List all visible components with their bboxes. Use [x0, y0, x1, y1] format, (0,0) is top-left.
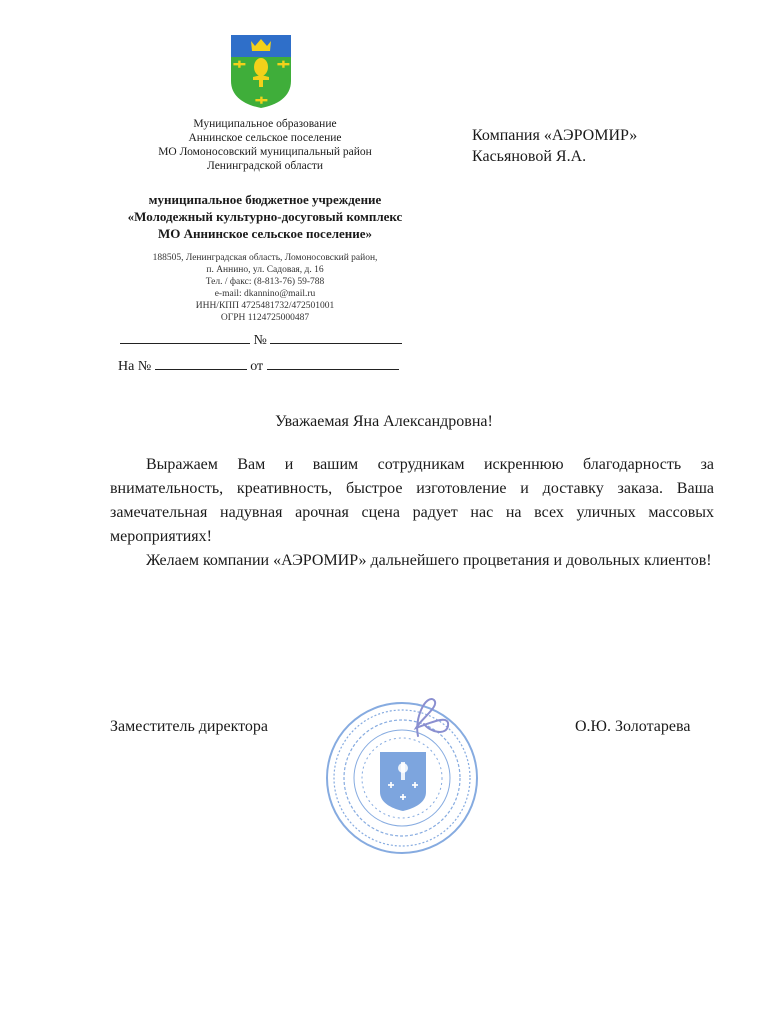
org-line: Ленинградской области — [206, 160, 324, 172]
official-stamp-icon — [322, 688, 482, 858]
recipient-block — [472, 125, 637, 167]
org-name — [100, 117, 430, 173]
recipient-person: Касьяновой Я.А. — [472, 148, 587, 165]
institution-line: муниципальное бюджетное учреждение — [148, 192, 382, 207]
signer-title: Заместитель директора — [110, 718, 269, 735]
coat-of-arms-icon — [229, 33, 293, 109]
date-blank — [120, 331, 250, 344]
reference-number-line — [118, 357, 399, 375]
ref-prefix: На № — [118, 359, 152, 374]
number-blank — [270, 331, 402, 344]
org-line: Муниципальное образование — [193, 118, 337, 130]
number-sign: № — [253, 333, 267, 348]
letter-body — [110, 453, 714, 573]
recipient-company: Компания «АЭРОМИР» — [472, 127, 638, 144]
address-line: ИНН/КПП 4725481732/472501001 — [195, 301, 335, 311]
ref-number-blank — [155, 357, 247, 370]
institution-name — [80, 191, 450, 242]
ref-date-blank — [267, 357, 399, 370]
org-line: Аннинское сельское поселение — [188, 132, 342, 144]
outgoing-number-line — [120, 331, 402, 349]
institution-line: МО Аннинское сельское поселение» — [157, 226, 373, 241]
institution-line: «Молодежный культурно-досуговый комплекс — [127, 209, 403, 224]
address-line: ОГРН 1124725000487 — [220, 313, 310, 323]
paragraph: Желаем компании «АЭРОМИР» дальнейшего процветания и довольных клиентов! — [146, 552, 712, 569]
address-line: 188505, Ленинградская область, Ломоносовский район, — [152, 253, 378, 263]
address-line: п. Аннино, ул. Садовая, д. 16 — [206, 265, 324, 275]
address-line: Тел. / факс: (8-813-76) 59-788 — [205, 277, 325, 287]
address-block — [110, 252, 420, 324]
greeting: Уважаемая Яна Александровна! — [275, 413, 493, 430]
org-line: МО Ломоносовский муниципальный район — [158, 146, 372, 158]
address-line: e-mail: dkannino@mail.ru — [214, 289, 316, 299]
paragraph: Выражаем Вам и вашим сотрудникам искреннюю благодарность за внимательность, креативность, быстрое изготовление и доставку заказа. Ваша замечательная надувная арочная сцена радует нас на всех уличных массовых мероприятиях! — [110, 456, 714, 545]
signer-name: О.Ю. Золотарева — [575, 718, 691, 735]
ref-from: от — [250, 359, 264, 374]
